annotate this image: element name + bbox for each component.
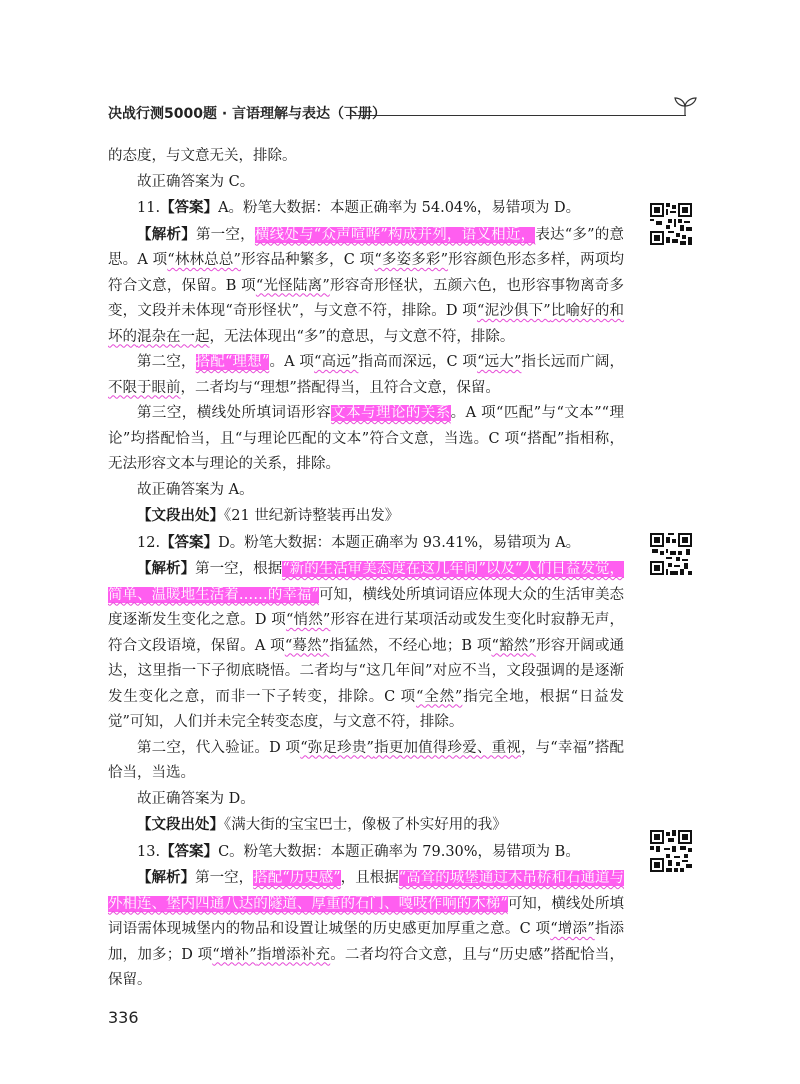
answer-label: 【答案】 bbox=[160, 533, 219, 551]
text: 指高而深远，C 项 bbox=[358, 354, 478, 370]
text: 第一空， bbox=[195, 870, 254, 886]
underlined-text: 不限于眼前 bbox=[108, 379, 181, 396]
paragraph bbox=[108, 503, 624, 530]
paragraph bbox=[108, 144, 624, 170]
text: ，二者均与“理想”搭配得当，且符合文意，保留。 bbox=[180, 379, 500, 396]
text: 故正确答案为 C。 bbox=[137, 173, 255, 190]
paragraph bbox=[108, 865, 624, 994]
underlined-term: “远大” bbox=[477, 354, 522, 370]
underlined-term: “豁然” bbox=[491, 637, 536, 654]
paragraph bbox=[108, 812, 624, 839]
highlight: “高耸的城堡通过木吊桥和石通道与外相连、堡内四通八达的隧道、厚重的石门、嘎吱作响的木梯” bbox=[108, 870, 625, 912]
paragraph bbox=[108, 530, 624, 557]
text: ，与“幸福”搭配恰当，当选。 bbox=[108, 739, 625, 781]
text: 第二空， bbox=[137, 354, 196, 370]
question-number: 13. bbox=[137, 843, 161, 860]
text: 可知，横线处所填词语需体现城堡内的物品和设置让城堡的历史感更加厚重之意。C 项 bbox=[108, 895, 624, 937]
answer-label: 【答案】 bbox=[160, 842, 219, 860]
text: 。二者均符合文意，且与“历史感”搭配恰当，保留。 bbox=[108, 946, 625, 988]
text: C。粉笔大数据：本题正确率为 79.30%，易错项为 B。 bbox=[218, 843, 580, 860]
text: 第一空，根据 bbox=[195, 561, 283, 577]
underlined-text: 混杂在一起 bbox=[137, 328, 210, 345]
source-title: 《满大街的宝宝巴士，像极了朴实好用的我》 bbox=[224, 817, 507, 833]
underlined-text: 指增添补充 bbox=[256, 946, 331, 963]
text: ，且根据 bbox=[340, 870, 399, 886]
text: ，无法体现出“多”的意思，与文意不符，排除。 bbox=[209, 328, 515, 345]
underlined-text: 指更加值得珍爱、重视 bbox=[373, 739, 521, 756]
text: 形容在进行某项活动或发生变化时寂静无声，符合文段语境，保留。A 项 bbox=[108, 612, 625, 654]
header-title: 决战行测5000题 · 言语理解与表达（下册） bbox=[108, 106, 387, 122]
answer-explanation-body bbox=[108, 144, 624, 994]
text: 故正确答案为 A。 bbox=[137, 481, 254, 498]
underlined-term: “泥沙俱下” bbox=[476, 303, 551, 319]
paragraph bbox=[108, 839, 624, 866]
running-header bbox=[108, 100, 700, 124]
qr-code-icon[interactable] bbox=[650, 203, 692, 245]
question-number: 11. bbox=[137, 200, 161, 216]
text: 指猛然，不经心地；B 项 bbox=[329, 637, 492, 654]
answer-label: 【答案】 bbox=[160, 199, 219, 216]
text: 表达“多”的意思。A 项 bbox=[108, 226, 625, 268]
text: 指长远而广阔， bbox=[521, 354, 625, 370]
text: 指添加，加多；D 项 bbox=[108, 921, 625, 963]
qr-code-icon[interactable] bbox=[650, 830, 692, 872]
underlined-term: “光怪陆离” bbox=[255, 277, 330, 294]
underlined-term: “弥足珍贵” bbox=[300, 739, 374, 756]
highlight: 搭配“历史感” bbox=[253, 870, 341, 886]
text: A。粉笔大数据：本题正确率为 54.04%，易错项为 D。 bbox=[218, 200, 581, 216]
text: 形容开阔或通达，这里指一下子彻底晓悟。二者均与“这几年间”对应不当，文段强调的是逐渐发生变化之意，而非一下子转变，排除。C 项 bbox=[108, 637, 625, 705]
underlined-term: “增补” bbox=[212, 946, 257, 963]
underlined-term: “增添” bbox=[550, 921, 595, 937]
text: 第一空， bbox=[195, 226, 255, 243]
text: 。A 项“匹配”与“文本”“理论”均搭配恰当，且“与理论匹配的文本”符合文意，当选。C 项“搭配”指相称，无法形容文本与理论的关系，排除。 bbox=[108, 405, 625, 472]
text: 指完全地，根据“日益发觉”可知，人们并未完全转变态度，与文意不符，排除。 bbox=[108, 688, 625, 730]
analysis-label: 【解析】 bbox=[137, 560, 196, 577]
underlined-term: “蓦然” bbox=[284, 637, 330, 654]
paragraph bbox=[108, 478, 624, 504]
underlined-term: “林林总总” bbox=[167, 252, 241, 268]
paragraph bbox=[108, 401, 624, 478]
underlined-term: “多姿多彩” bbox=[374, 252, 448, 268]
underlined-term: “全然” bbox=[416, 688, 463, 705]
highlight: 文本与理论的关系 bbox=[331, 405, 451, 421]
page-number: 336 bbox=[108, 1008, 139, 1027]
text: 的态度，与文意无关，排除。 bbox=[108, 148, 297, 164]
highlight: 搭配“理想” bbox=[195, 354, 270, 370]
text: 形容品种繁多，C 项 bbox=[240, 252, 375, 268]
paragraph bbox=[108, 170, 624, 196]
text: 第二空，代入验证。D 项 bbox=[137, 739, 301, 756]
highlight: 横线处与“众声喧哗”构成并列，语义相近， bbox=[254, 226, 536, 243]
text: D。粉笔大数据：本题正确率为 93.41%，易错项为 A。 bbox=[218, 534, 581, 551]
text: 形容颜色形态多样，两项均符合文意，保留。B 项 bbox=[108, 252, 625, 294]
source-title: 《21 世纪新诗整装再出发》 bbox=[224, 508, 400, 524]
paragraph bbox=[108, 736, 624, 787]
analysis-label: 【解析】 bbox=[137, 869, 196, 886]
text: 形容奇形怪状，五颜六色，也形容事物离奇多变，文段并未体现“奇形怪状”，与文意不符，排除。D 项 bbox=[108, 277, 625, 319]
paragraph bbox=[108, 195, 624, 222]
text: 。A 项 bbox=[269, 354, 315, 370]
underlined-text: 比喻好的和坏的 bbox=[108, 303, 625, 345]
underlined-term: “高远” bbox=[314, 354, 359, 370]
paragraph bbox=[108, 556, 624, 736]
header-rule bbox=[346, 115, 686, 116]
analysis-label: 【解析】 bbox=[137, 225, 196, 243]
paragraph bbox=[108, 222, 624, 351]
question-number: 12. bbox=[137, 534, 161, 551]
paragraph bbox=[108, 787, 624, 813]
qr-code-icon[interactable] bbox=[650, 533, 692, 575]
text: 故正确答案为 D。 bbox=[137, 790, 255, 807]
highlight: “新的生活审美态度在这几年间”以及“人们日益发觉，简单、温暖地生活着……的幸福” bbox=[108, 561, 625, 603]
underlined-term: “悄然” bbox=[285, 612, 331, 628]
sprout-icon bbox=[670, 94, 700, 118]
source-label: 【文段出处】 bbox=[137, 507, 224, 524]
text: 第三空，横线处所填词语形容 bbox=[137, 405, 332, 421]
text: 可知，横线处所填词语应体现大众的生活审美态度逐渐发生变化之意。D 项 bbox=[108, 586, 624, 628]
source-label: 【文段出处】 bbox=[137, 816, 224, 833]
paragraph bbox=[108, 350, 624, 401]
